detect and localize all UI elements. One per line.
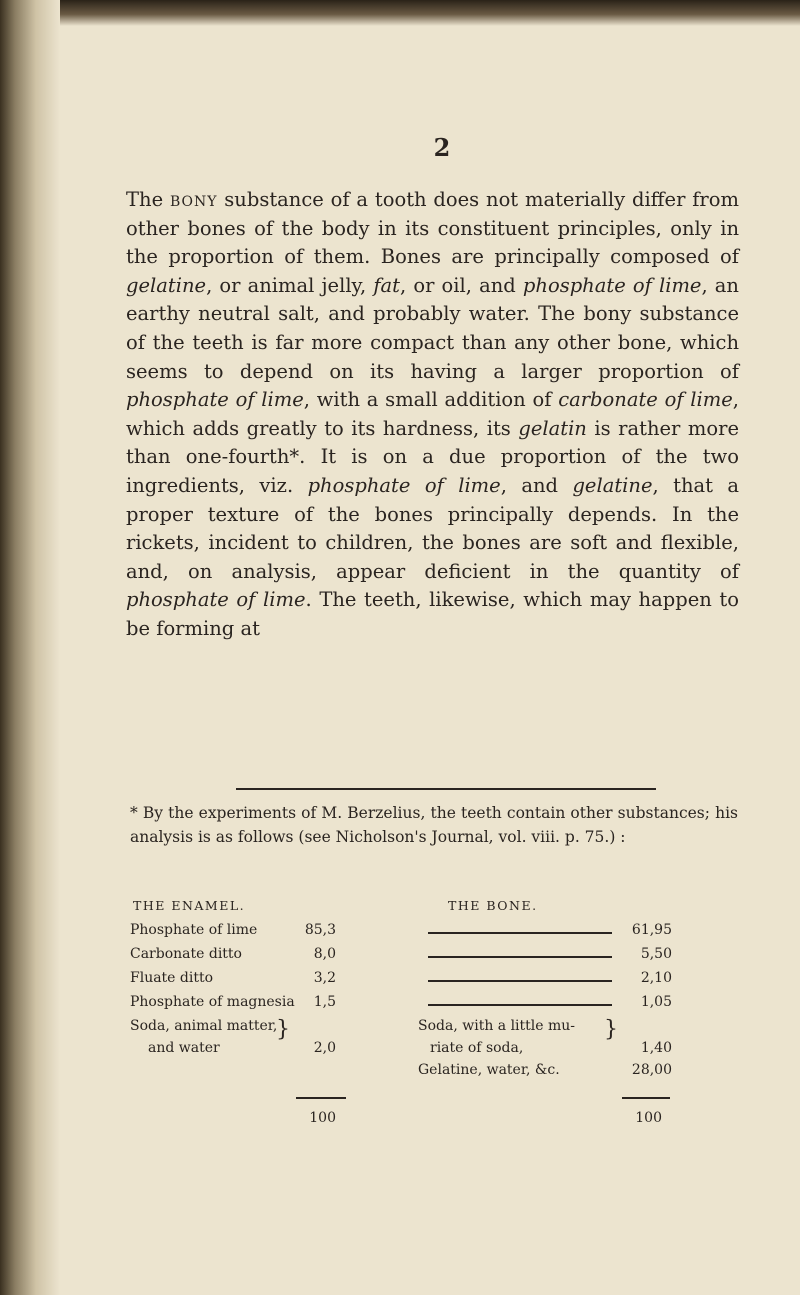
enamel-total: 100 (309, 1110, 336, 1126)
lead-small-caps: bony (169, 188, 218, 211)
bone-row-value: 5,50 (640, 946, 672, 962)
enamel-row-label: Fluate ditto (130, 970, 214, 986)
leader-dash (428, 956, 612, 958)
enamel-brace: } (276, 1017, 290, 1042)
enamel-row-label: Phosphate of magnesia (130, 994, 295, 1010)
enamel-sum-line (296, 1097, 346, 1099)
enamel-row-value: 85,3 (304, 922, 336, 938)
bone-row-value: 1,40 (640, 1040, 672, 1056)
enamel-row-label: Carbonate ditto (130, 946, 242, 962)
bone-row-label: Soda, with a little mu- (418, 1018, 576, 1034)
bone-row-value: 1,05 (640, 994, 672, 1010)
bone-row-value: 2,10 (640, 970, 672, 986)
leader-dash (428, 1004, 612, 1006)
bone-total: 100 (635, 1110, 662, 1126)
enamel-row-value: 1,5 (313, 994, 336, 1010)
enamel-row-label: Phosphate of lime (130, 922, 258, 938)
enamel-row-label: and water (148, 1040, 220, 1056)
bone-brace: } (604, 1017, 618, 1042)
bone-row-label: riate of soda, (430, 1040, 524, 1056)
footnote: * By the experiments of M. Berzelius, the teeth contain other substances; his analysis is as follows (see Nicholson's Journal, vol. viii. p. 75.) : (130, 804, 738, 846)
leader-dash (428, 980, 612, 982)
leader-dash (428, 932, 612, 934)
lead-word: The (126, 188, 164, 211)
analysis-table (100, 0, 740, 1295)
enamel-row-value: 3,2 (313, 970, 336, 986)
enamel-row-value: 8,0 (313, 946, 336, 962)
enamel-header: THE ENAMEL. (133, 898, 246, 913)
bone-row-value: 61,95 (631, 922, 672, 938)
book-spine-shadow (0, 0, 60, 1295)
body-paragraph: The bony substance of a tooth does not materially differ from other bones of the body in its constituent principles, only in the proportion of them. Bones are principally composed of gelatine, or animal jelly, fat, or oil, and phosphate of lime, an earthy neutral salt, and probably water. The bony substance of the teeth is far more compact than any other bone, which seems to depend on its having a larger proportion of phosphate of lime, with a small addition of carbonate of lime, which adds greatly to its hardness, its gelatin is rather more than one-fourth*. It is on a due proportion of the two ingredients, viz. phosphate of lime, and gelatine, that a proper texture of the bones principally depends. In the rickets, incident to children, the bones are soft and flexible, and, on analysis, appear deficient in the quantity of phosphate of lime. The teeth, likewise, which may happen to be forming at (126, 188, 740, 640)
bone-header: THE BONE. (448, 898, 538, 913)
bone-row-label: Gelatine, water, &c. (418, 1062, 560, 1078)
bone-sum-line (622, 1097, 670, 1099)
enamel-row-value: 2,0 (313, 1040, 336, 1056)
enamel-row-label: Soda, animal matter, (130, 1018, 278, 1034)
page-number: 2 (433, 133, 451, 162)
bone-row-value: 28,00 (631, 1062, 672, 1078)
